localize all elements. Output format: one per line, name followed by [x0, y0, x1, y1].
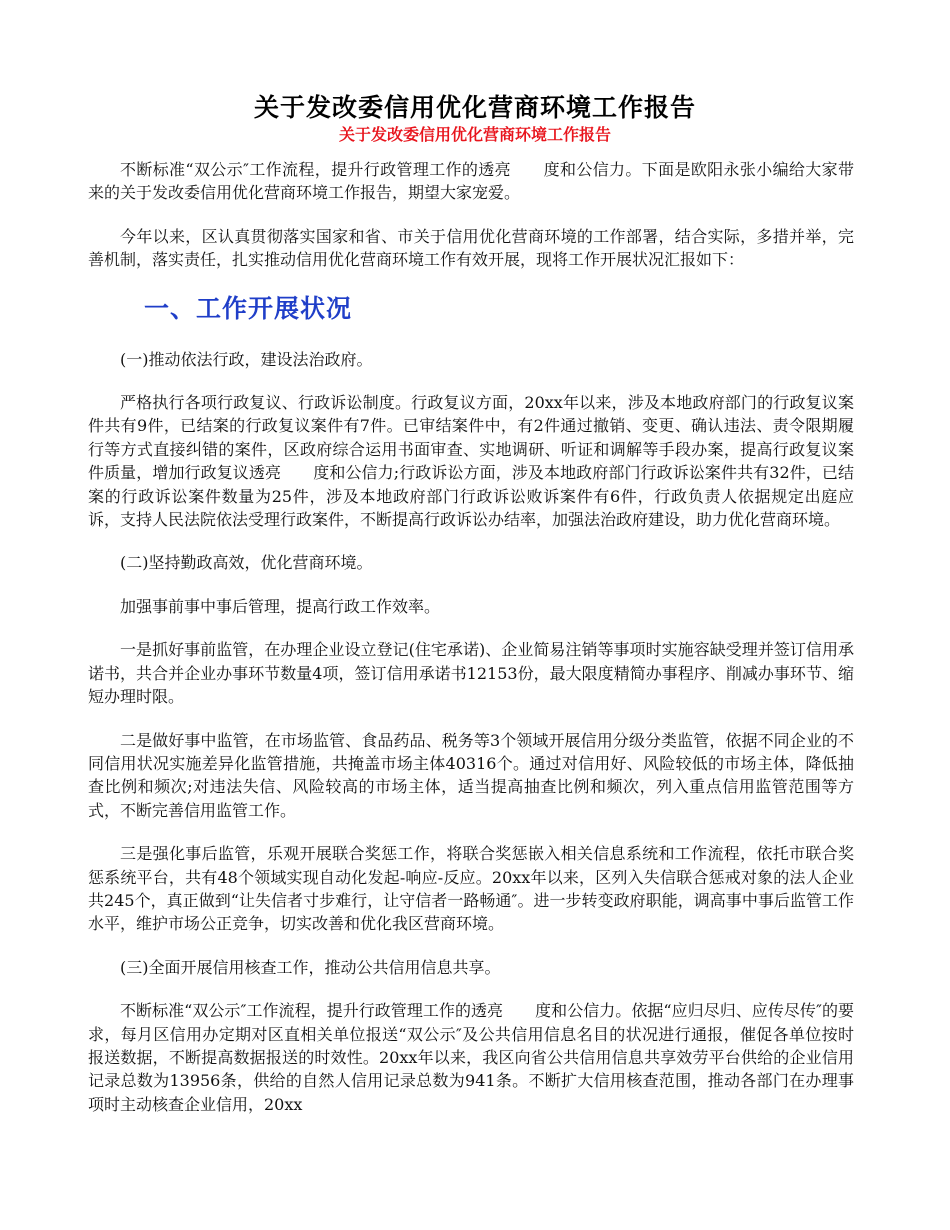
intro-paragraph: 不断标准“双公示″工作流程，提升行政管理工作的透亮 度和公信力。下面是欧阳永张小编给大家带来的关于发改委信用优化营商环境工作报告，期望大家宠爱。	[88, 160, 854, 203]
overview-paragraph: 今年以来，区认真贯彻落实国家和省、市关于信用优化营商环境的工作部署，结合实际，多措并举，完善机制，落实责任，扎实推动信用优化营商环境工作有效开展，现将工作开展状况汇报如下：	[88, 226, 854, 270]
section-heading-work-status: 一、工作开展状况	[144, 293, 353, 323]
paragraph-management-intro: 加强事前事中事后管理，提高行政工作效率。	[120, 596, 441, 616]
document-title: 关于发改委信用优化营商环境工作报告	[253, 93, 696, 122]
paragraph-post-supervision: 三是强化事后监管，乐观开展联合奖惩工作，将联合奖惩嵌入相关信息系统和工作流程，依托市联合奖惩系统平台，共有48个领域实现自动化发起-响应-反应。20xx年以来，区列入失信联合惩戒对象的法人企业共245个，真正做到“让失信者寸步难行，让守信者一路畅通″。进一步转变政府职能，调高事中事后监管工作水平，维护市场公正竞争，切实改善和优化我区营商环境。	[88, 844, 854, 934]
document-subtitle: 关于发改委信用优化营商环境工作报告	[338, 127, 611, 144]
paragraph-mid-supervision: 二是做好事中监管，在市场监管、食品药品、税务等3个领域开展信用分级分类监管，依据不同企业的不同信用状况实施差异化监管措施，共掩盖市场主体40316个。通过对信用好、风险较低的市场主体，降低抽查比例和频次;对违法失信、风险较高的市场主体，适当提高抽查比例和频次，列入重点信用监管范围等方式，不断完善信用监管工作。	[88, 730, 854, 820]
subsection-heading-credit-check: (三)全面开展信用核查工作，推动公共信用信息共享。	[120, 957, 501, 977]
paragraph-pre-supervision: 一是抓好事前监管，在办理企业设立登记(住宅承诺)、企业简易注销等事项时实施容缺受理并签订信用承诺书，共合并企业办事环节数量4项，签订信用承诺书12153份，最大限度精简办事程序、削减办事环节、缩短办理时限。	[88, 640, 854, 707]
subsection-heading-rule-of-law: (一)推动依法行政，建设法治政府。	[120, 349, 373, 369]
paragraph-credit-sharing: 不断标准“双公示″工作流程，提升行政管理工作的透亮 度和公信力。依据“应归尽归、应传尽传″的要求，每月区信用办定期对区直相关单位报送“双公示″及公共信用信息名目的状况进行通报，催促各单位按时报送数据，不断提高数据报送的时效性。20xx年以来，我区向省公共信用信息共享效劳平台供给的企业信用记录总数为13956条，供给的自然人信用记录总数为941条。不断扩大信用核查范围，推动各部门在办理事项时主动核查企业信用，20xx	[88, 1001, 854, 1114]
document-body	[88, 158, 854, 1136]
subsection-heading-efficiency: (二)坚持勤政高效，优化营商环境。	[120, 553, 373, 573]
paragraph-administrative-review: 严格执行各项行政复议、行政诉讼制度。行政复议方面，20xx年以来，涉及本地政府部门的行政复议案件共有9件，已结案的行政复议案件有7件。已审结案件中，有2件通过撤销、变更、确认违法、责令限期履行等方式直接纠错的案件，区政府综合运用书面审查、实地调研、听证和调解等手段办案，提高行政复议案件质量，增加行政复议透亮 度和公信力;行政诉讼方面，涉及本地政府部门行政诉讼案件共有32件，已结案的行政诉讼案件数量为25件，涉及本地政府部门行政诉讼败诉案件有6件，行政负责人依据规定出庭应诉，支持人民法院依法受理行政案件，不断提高行政诉讼办结率，加强法治政府建设，助力优化营商环境。	[88, 393, 854, 530]
